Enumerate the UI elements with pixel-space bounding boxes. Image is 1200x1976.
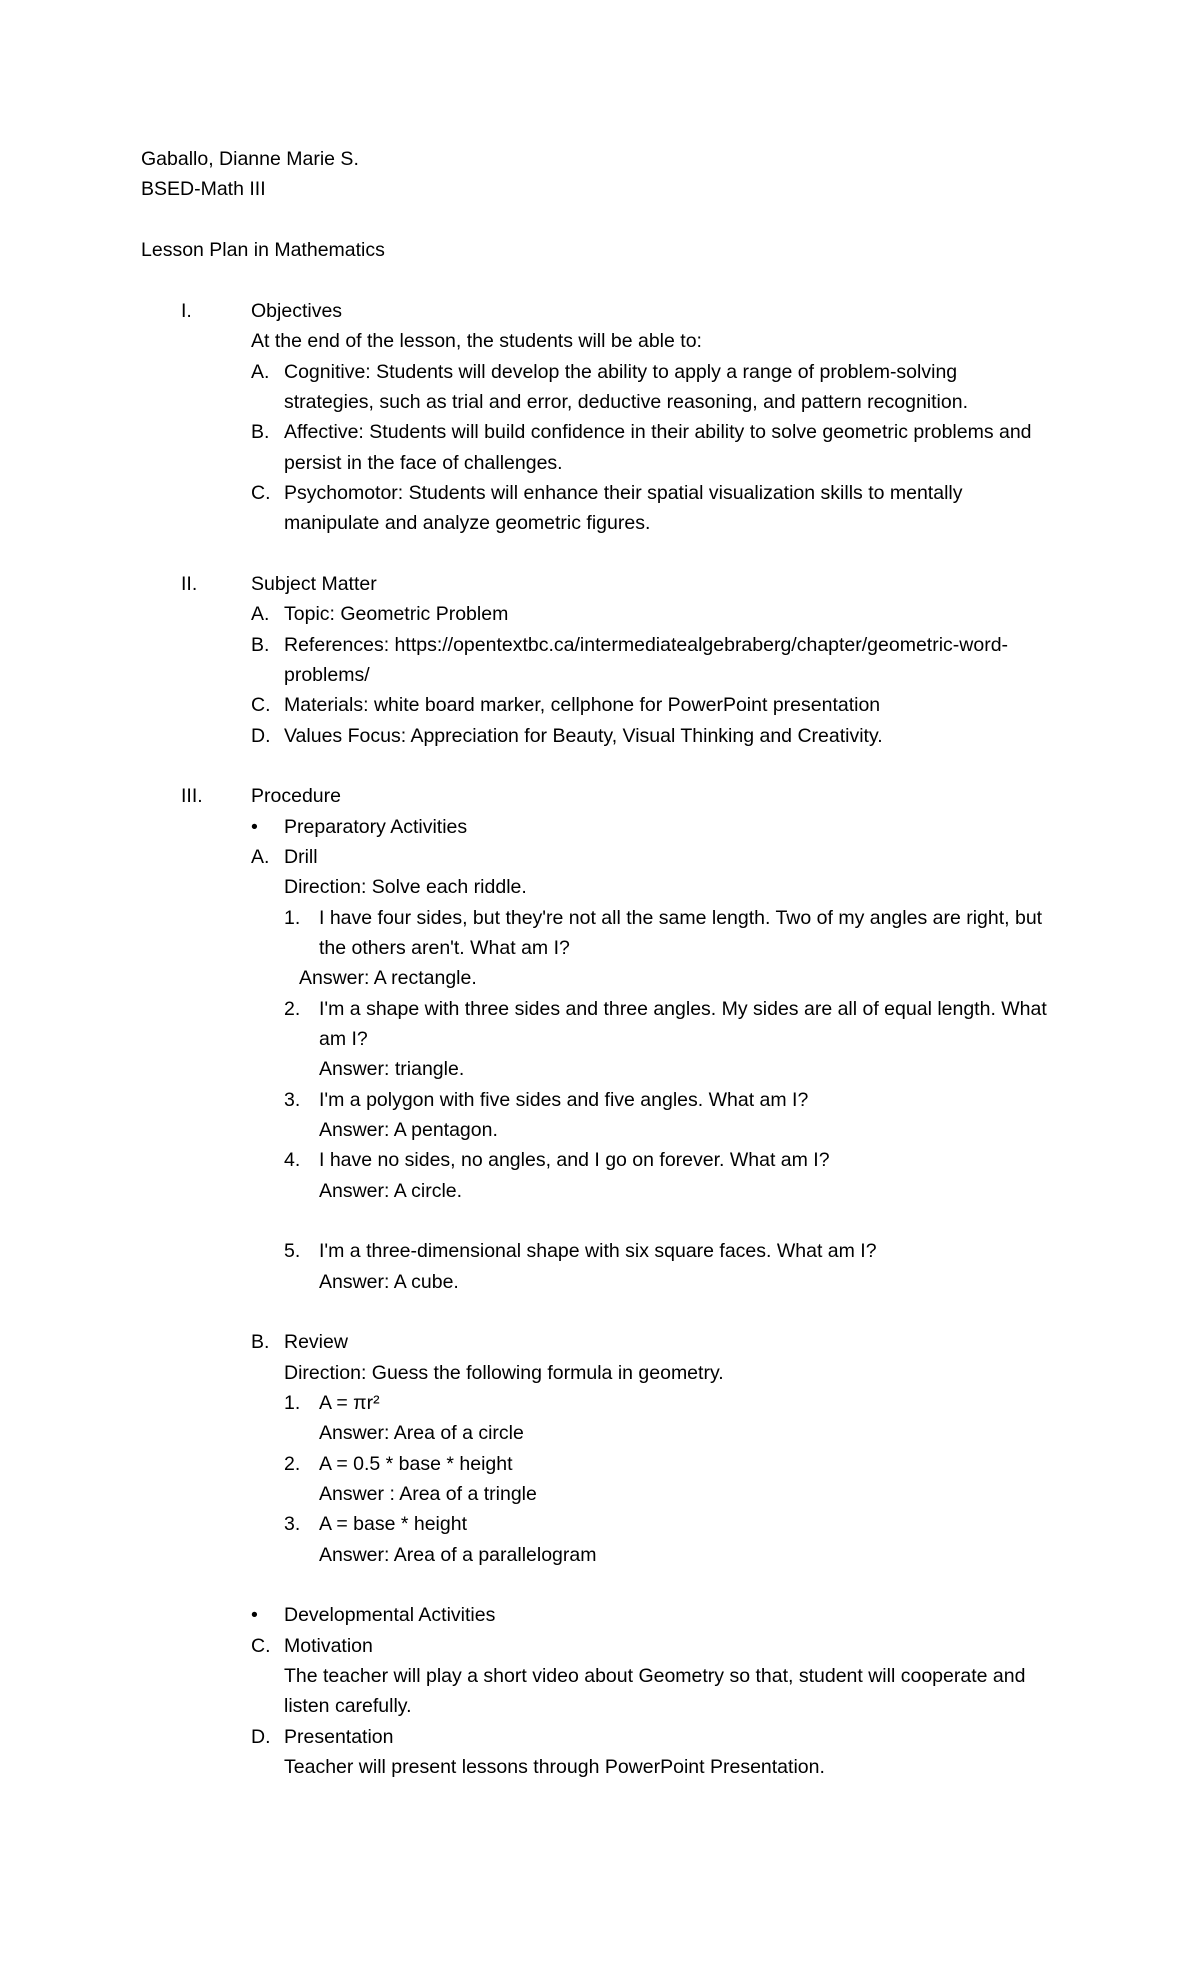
subsection-label: Developmental Activities xyxy=(284,1604,496,1626)
document-title: Lesson Plan in Mathematics xyxy=(141,239,385,261)
item-text: Cognitive: Students will develop the ability to apply a range of problem-solving xyxy=(284,361,958,383)
section-heading: Subject Matter xyxy=(251,573,377,595)
section-numeral: II. xyxy=(181,573,198,595)
item-text: manipulate and analyze geometric figures. xyxy=(284,512,651,534)
subsection-heading: Presentation xyxy=(284,1726,394,1748)
item-number: 3. xyxy=(284,1513,301,1535)
riddle-text: I have four sides, but they're not all the same length. Two of my angles are right, but xyxy=(319,907,1043,929)
section-numeral: III. xyxy=(181,785,203,807)
riddle-text: I'm a polygon with five sides and five angles. What am I? xyxy=(319,1089,809,1111)
item-letter: C. xyxy=(251,694,271,716)
answer-text: Answer: Area of a parallelogram xyxy=(319,1544,597,1566)
item-text: Values Focus: Appreciation for Beauty, Visual Thinking and Creativity. xyxy=(284,725,883,747)
subsection-label: Preparatory Activities xyxy=(284,816,468,838)
item-number: 2. xyxy=(284,998,301,1020)
item-letter: D. xyxy=(251,1726,271,1748)
item-text: Psychomotor: Students will enhance their spatial visualization skills to mentally xyxy=(284,482,963,504)
item-text: References: https://opentextbc.ca/intermediatealgebraberg/chapter/geometric-word- xyxy=(284,634,1009,656)
riddle-text: am I? xyxy=(319,1028,368,1050)
item-letter: B. xyxy=(251,634,270,656)
answer-text: Answer : Area of a tringle xyxy=(319,1483,537,1505)
item-letter: A. xyxy=(251,846,270,868)
paragraph-text: The teacher will play a short video about Geometry so that, student will cooperate and xyxy=(284,1665,1026,1687)
answer-text: Answer: A pentagon. xyxy=(319,1119,498,1141)
bullet-icon: • xyxy=(251,816,258,838)
riddle-text: I'm a three-dimensional shape with six square faces. What am I? xyxy=(319,1240,877,1262)
answer-text: Answer: Area of a circle xyxy=(319,1422,524,1444)
item-text: strategies, such as trial and error, deductive reasoning, and pattern recognition. xyxy=(284,391,968,413)
section-heading: Objectives xyxy=(251,300,343,322)
subsection-heading: Drill xyxy=(284,846,318,868)
section-intro: At the end of the lesson, the students will be able to: xyxy=(251,330,702,352)
item-text: problems/ xyxy=(284,664,370,686)
item-number: 4. xyxy=(284,1149,301,1171)
item-text: Topic: Geometric Problem xyxy=(284,603,509,625)
item-letter: B. xyxy=(251,421,270,443)
item-number: 5. xyxy=(284,1240,301,1262)
item-letter: D. xyxy=(251,725,271,747)
item-number: 1. xyxy=(284,907,301,929)
bullet-icon: • xyxy=(251,1604,258,1626)
answer-text: Answer: A cube. xyxy=(319,1271,459,1293)
answer-text: Answer: A rectangle. xyxy=(299,967,477,989)
answer-text: Answer: triangle. xyxy=(319,1058,465,1080)
item-letter: A. xyxy=(251,361,270,383)
subsection-heading: Review xyxy=(284,1331,348,1353)
direction-text: Direction: Guess the following formula in geometry. xyxy=(284,1362,724,1384)
item-number: 3. xyxy=(284,1089,301,1111)
section-numeral: I. xyxy=(181,300,192,322)
item-letter: A. xyxy=(251,603,270,625)
subsection-heading: Motivation xyxy=(284,1635,373,1657)
item-text: persist in the face of challenges. xyxy=(284,452,563,474)
course-label: BSED-Math III xyxy=(141,178,266,200)
item-number: 2. xyxy=(284,1453,301,1475)
item-number: 1. xyxy=(284,1392,301,1414)
item-letter: C. xyxy=(251,482,271,504)
formula-text: A = πr² xyxy=(319,1392,380,1414)
item-text: Materials: white board marker, cellphone for PowerPoint presentation xyxy=(284,694,881,716)
riddle-text: I'm a shape with three sides and three angles. My sides are all of equal length. What xyxy=(319,998,1047,1020)
paragraph-text: Teacher will present lessons through PowerPoint Presentation. xyxy=(284,1756,825,1778)
riddle-text: I have no sides, no angles, and I go on forever. What am I? xyxy=(319,1149,830,1171)
formula-text: A = 0.5 * base * height xyxy=(319,1453,513,1475)
riddle-text: the others aren't. What am I? xyxy=(319,937,570,959)
item-text: Affective: Students will build confidence in their ability to solve geometric problems and xyxy=(284,421,1032,443)
item-letter: B. xyxy=(251,1331,270,1353)
author-name: Gaballo, Dianne Marie S. xyxy=(141,148,359,170)
section-heading: Procedure xyxy=(251,785,341,807)
item-letter: C. xyxy=(251,1635,271,1657)
paragraph-text: listen carefully. xyxy=(284,1695,412,1717)
direction-text: Direction: Solve each riddle. xyxy=(284,876,527,898)
formula-text: A = base * height xyxy=(319,1513,467,1535)
answer-text: Answer: A circle. xyxy=(319,1180,463,1202)
